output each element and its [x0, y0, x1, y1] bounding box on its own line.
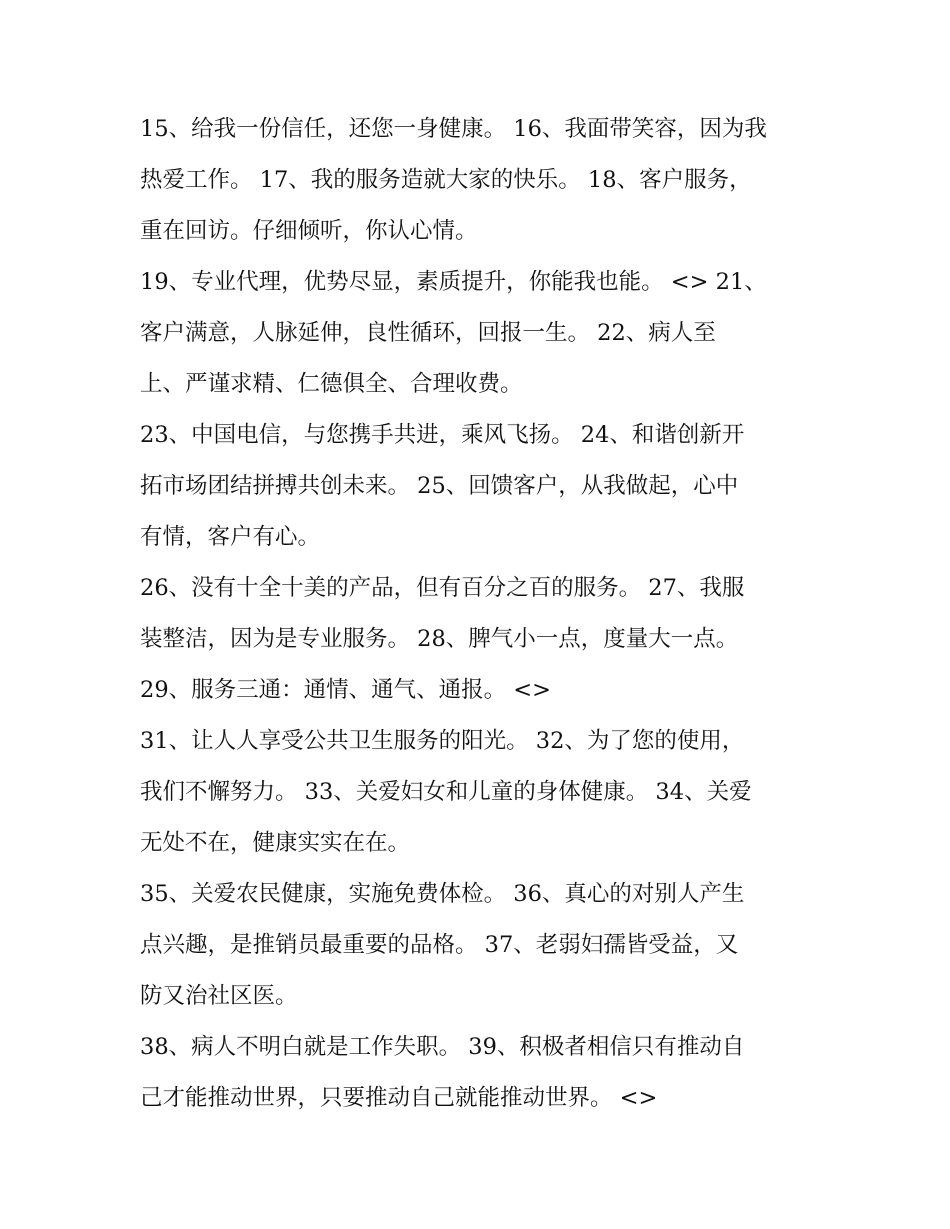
paragraph-5 — [140, 665, 812, 716]
paragraph-2 — [140, 257, 812, 410]
text-line: 35、关爱农民健康，实施免费体检。 36、真心的对别人产生 — [140, 881, 745, 907]
text-line: 点兴趣，是推销员最重要的品格。 37、老弱妇孺皆受益，又 — [140, 932, 739, 958]
text-line: 己才能推动世界，只要推动自己就能推动世界。 <> — [140, 1085, 658, 1111]
text-line: 26、没有十全十美的产品，但有百分之百的服务。 27、我服 — [140, 575, 745, 601]
paragraph-3 — [140, 410, 812, 563]
text-line: 29、服务三通：通情、通气、通报。 <> — [140, 677, 551, 703]
paragraph-1 — [140, 104, 812, 257]
text-line: 无处不在，健康实实在在。 — [140, 830, 411, 856]
text-line: 有情，客户有心。 — [140, 524, 321, 550]
text-line: 客户满意，人脉延伸，良性循环，回报一生。 22、病人至 — [140, 320, 716, 346]
text-line: 上、严谨求精、仁德俱全、合理收费。 — [140, 371, 523, 397]
paragraph-8 — [140, 1022, 812, 1124]
paragraph-4 — [140, 563, 812, 665]
text-line: 31、让人人享受公共卫生服务的阳光。 32、为了您的使用， — [140, 728, 745, 754]
text-line: 15、给我一份信任，还您一身健康。 16、我面带笑容，因为我 — [140, 116, 767, 142]
text-line: 热爱工作。 17、我的服务造就大家的快乐。 18、客户服务， — [140, 167, 752, 193]
text-line: 38、病人不明白就是工作失职。 39、积极者相信只有推动自 — [140, 1034, 745, 1060]
text-line: 23、中国电信，与您携手共进，乘风飞扬。 24、和谐创新开 — [140, 422, 745, 448]
text-line: 19、专业代理，优势尽显，素质提升，你能我也能。 <> 21、 — [140, 269, 767, 295]
text-line: 我们不懈努力。 33、关爱妇女和儿童的身体健康。 34、关爱 — [140, 779, 752, 805]
text-line: 重在回访。仔细倾听，你认心情。 — [140, 218, 478, 244]
text-line: 拓市场团结拼搏共创未来。 25、回馈客户，从我做起，心中 — [140, 473, 739, 499]
paragraph-6 — [140, 716, 812, 869]
paragraph-7 — [140, 869, 812, 1022]
text-line: 装整洁，因为是专业服务。 28、脾气小一点，度量大一点。 — [140, 626, 739, 652]
text-line: 防又治社区医。 — [140, 983, 298, 1009]
document-body — [140, 104, 812, 1124]
